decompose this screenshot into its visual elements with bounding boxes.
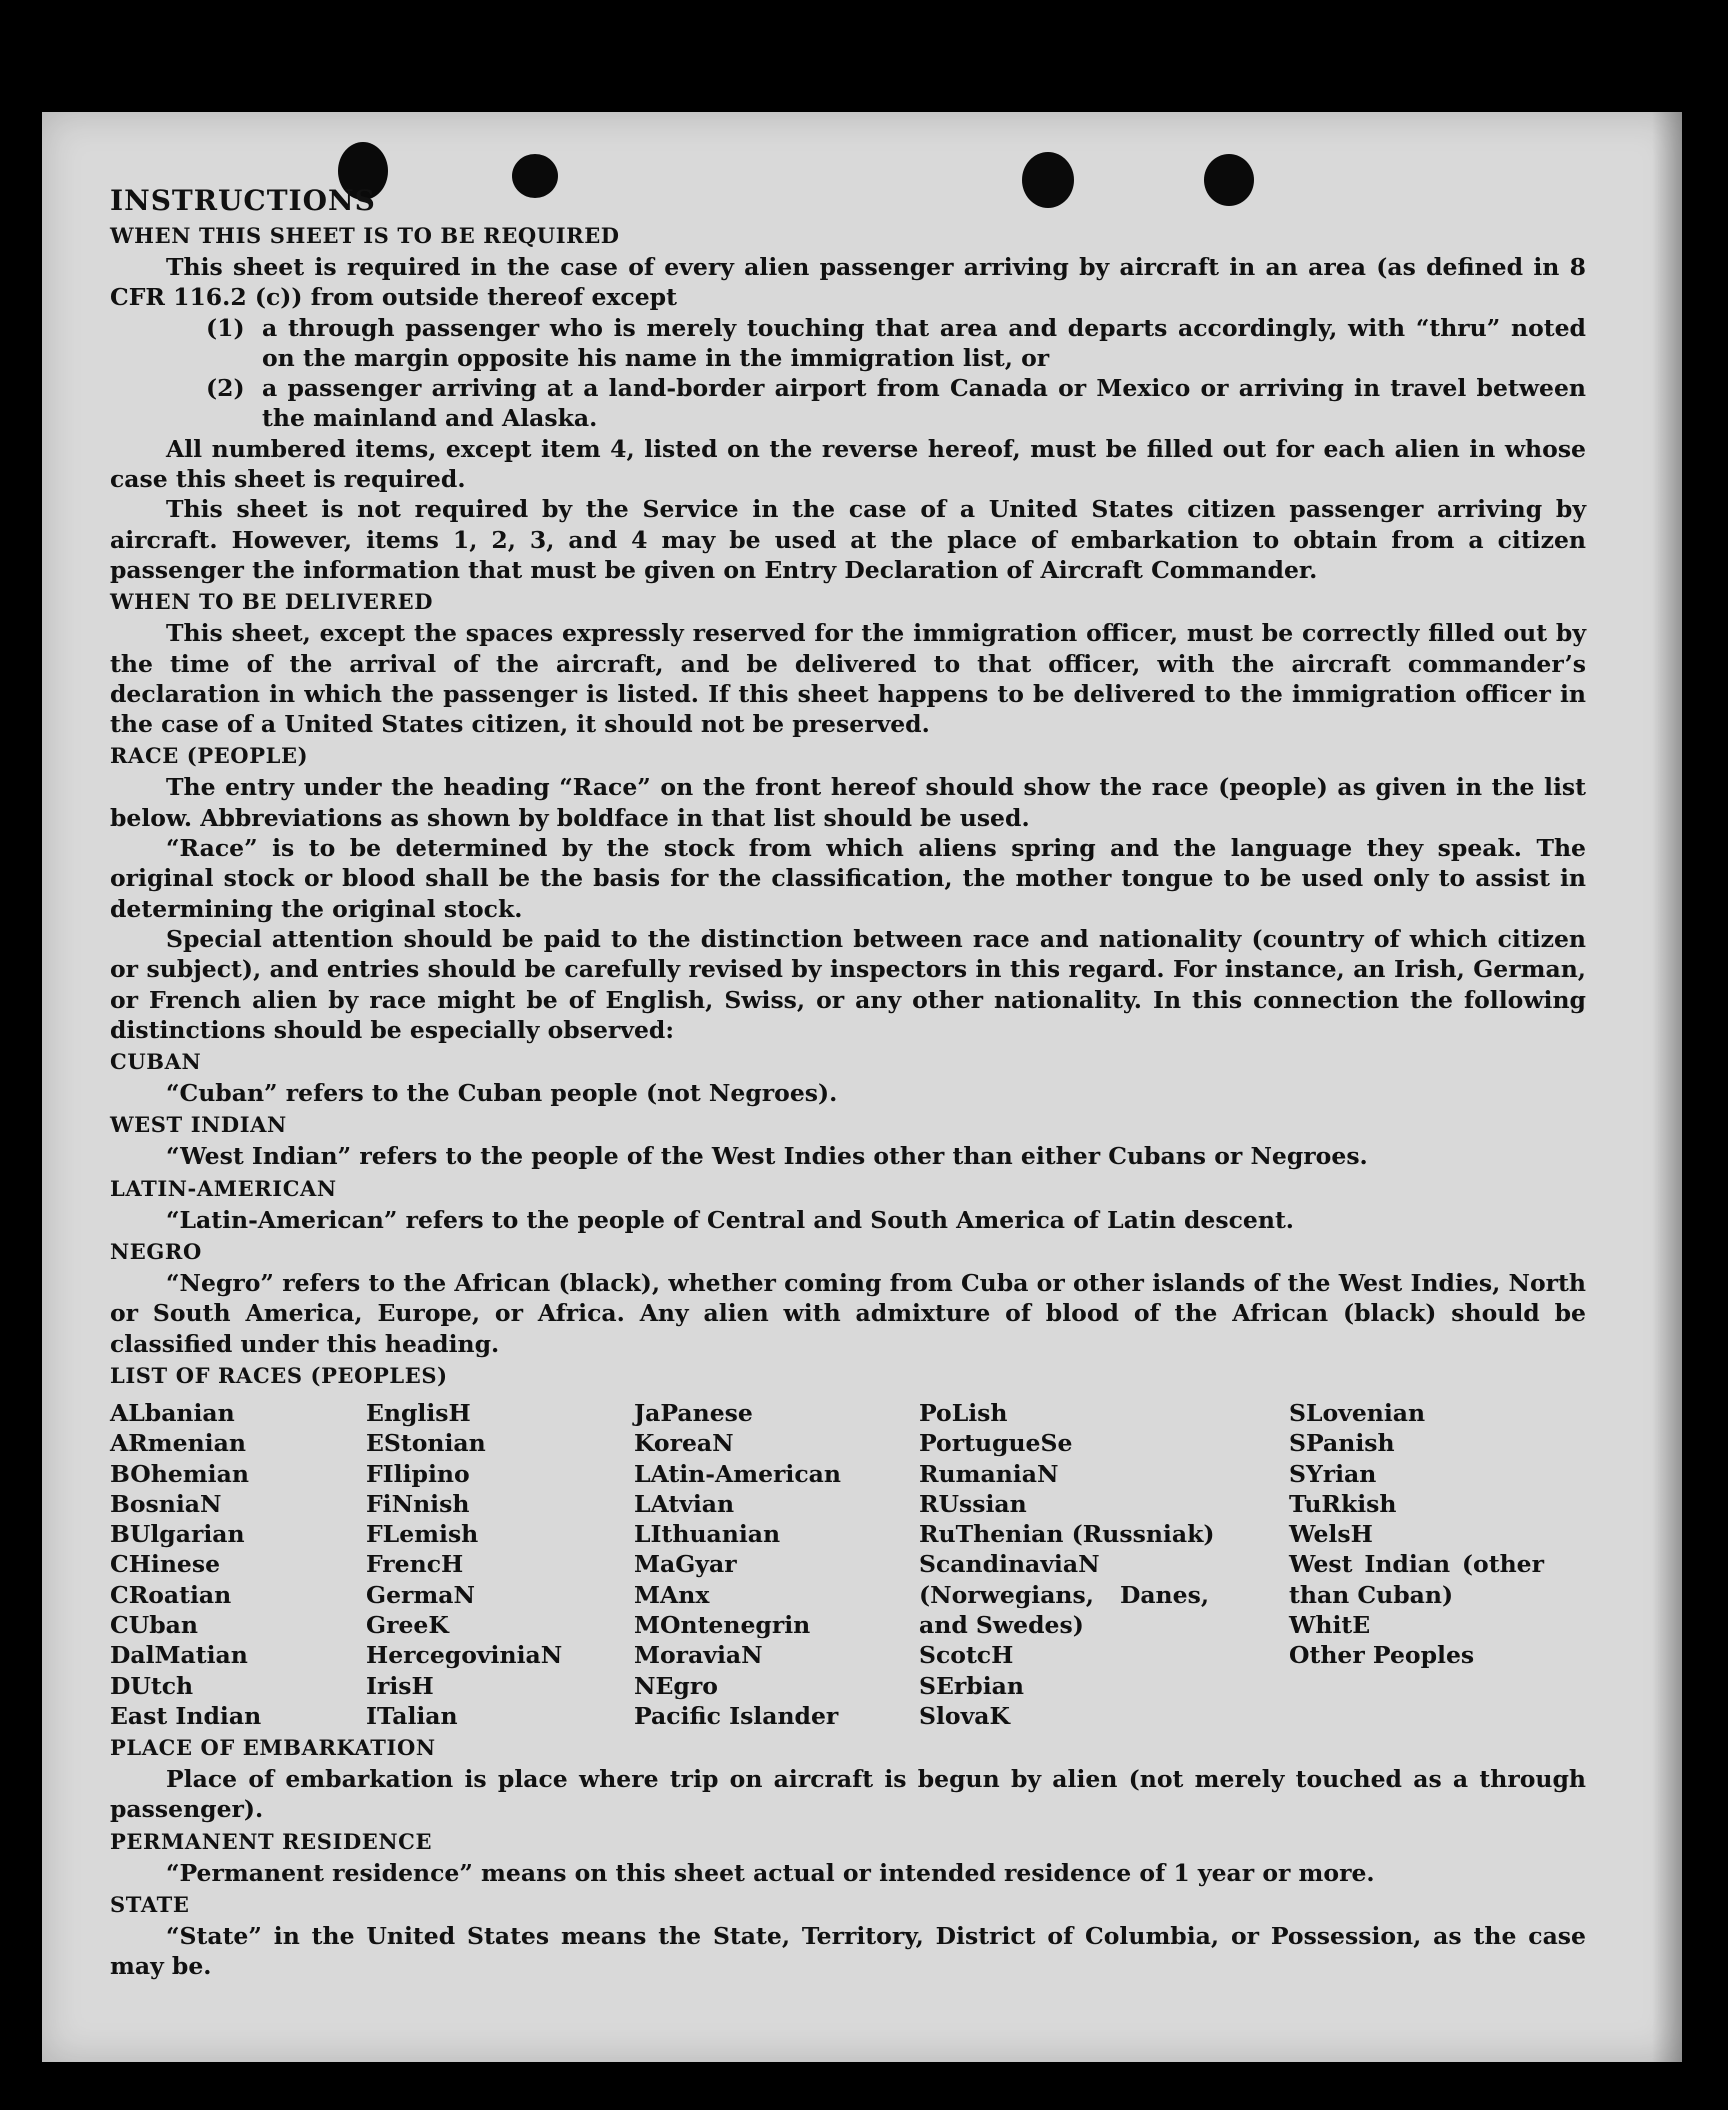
race-item: JaPanese <box>634 1398 753 1427</box>
race-item: GreeK <box>366 1610 449 1639</box>
item-text: a passenger arriving at a land-border airport from Canada or Mexico or arriving in travel between the mainland and Alaska. <box>262 374 1586 433</box>
race-item: Pacific Islander <box>634 1701 839 1730</box>
paragraph: “West Indian” refers to the people of the West Indies other than either Cubans or Negroes. <box>166 1142 1368 1171</box>
race-item: DalMatian <box>110 1641 248 1670</box>
page-title: INSTRUCTIONS <box>110 184 376 217</box>
paragraph: “Permanent residence” means on this sheet actual or intended residence of 1 year or more. <box>166 1858 1375 1887</box>
race-item: TuRkish <box>1289 1489 1397 1518</box>
item-text: a through passenger who is merely touching that area and departs accordingly, with “thru” noted on the margin opposite his name in the immigration list, or <box>262 313 1586 372</box>
section-heading: PERMANENT RESIDENCE <box>110 1828 433 1854</box>
paragraph: This sheet is not required by the Service in the case of a United States citizen passenger arriving by aircraft. However, items 1, 2, 3, and 4 may be used at the place of embarkation to obtain from a citizen passenger the information that must be given on Entry Declaration of Aircraft Commander. <box>110 495 1586 584</box>
paragraph: Special attention should be paid to the distinction between race and nationality (country of which citizen or subject), and entries should be carefully revised by inspectors in this regard. For instance, an Irish, German, or French alien by race might be of English, Swiss, or any other nationality. In this connection the following distinctions should be especially observed: <box>110 924 1586 1044</box>
race-list <box>110 1398 1586 1731</box>
race-item: SlovaK <box>919 1701 1010 1730</box>
race-item: PortugueSe <box>919 1429 1073 1458</box>
race-item: CHinese <box>110 1550 221 1579</box>
race-item: EnglisH <box>366 1398 471 1427</box>
race-item: GermaN <box>366 1580 475 1609</box>
section-heading: NEGRO <box>110 1239 202 1265</box>
paragraph: All numbered items, except item 4, listed on the reverse hereof, must be filled out for each alien in whose case this sheet is required. <box>110 434 1586 494</box>
paragraph: This sheet, except the spaces expressly reserved for the immigration officer, must be correctly filled out by the time of the arrival of the aircraft, and be delivered to that officer, with the aircraft commander’s declaration in which the passenger is listed. If this sheet happens to be delivered to the immigration officer in the case of a United States citizen, it should not be preserved. <box>110 619 1586 739</box>
race-item: FIlipino <box>366 1459 470 1488</box>
paragraph: Place of embarkation is place where trip on aircraft is begun by alien (not merely touched as a through passenger). <box>110 1765 1586 1824</box>
item-number: (2) <box>206 374 245 403</box>
race-item: FLemish <box>366 1520 479 1549</box>
race-column <box>1289 1398 1554 1731</box>
race-item: SLovenian <box>1289 1398 1426 1427</box>
race-item: ScotcH <box>919 1641 1014 1670</box>
race-item: SPanish <box>1289 1429 1395 1458</box>
section-heading: RACE (PEOPLE) <box>110 743 309 769</box>
instructions-body <box>110 183 1586 1982</box>
race-item: BosniaN <box>110 1489 222 1518</box>
section-heading: WEST INDIAN <box>110 1112 287 1138</box>
section-heading: WHEN THIS SHEET IS TO BE REQUIRED <box>110 223 620 248</box>
item-number: (1) <box>206 313 245 342</box>
race-item: ARmenian <box>110 1429 246 1458</box>
race-item: FiNnish <box>366 1489 470 1518</box>
race-item: DUtch <box>110 1671 194 1700</box>
race-column <box>110 1398 366 1731</box>
race-item: EStonian <box>366 1429 486 1458</box>
paragraph: “Race” is to be determined by the stock from which aliens spring and the language they speak. The original stock or blood shall be the basis for the classification, the mother tongue to be used only to assist in determining the original stock. <box>110 834 1586 923</box>
race-column <box>634 1398 919 1731</box>
section-heading: LATIN-AMERICAN <box>110 1175 337 1201</box>
race-item: RUssian <box>919 1489 1027 1518</box>
paragraph: “Negro” refers to the African (black), whether coming from Cuba or other islands of the West Indies, North or South America, Europe, or Africa. Any alien with admixture of blood of the African (black) should be classified under this heading. <box>110 1269 1586 1358</box>
race-item: CRoatian <box>110 1580 232 1609</box>
race-item: MOntenegrin <box>634 1610 811 1639</box>
paragraph: This sheet is required in the case of every alien passenger arriving by aircraft in an area (as defined in 8 CFR 116.2 (c)) from outside thereof except <box>110 253 1586 312</box>
race-column <box>919 1398 1289 1731</box>
race-item: MaGyar <box>634 1550 737 1579</box>
race-item: HercegoviniaN <box>366 1641 563 1670</box>
race-item: BUlgarian <box>110 1520 245 1549</box>
race-item: RuThenian (Russniak) <box>919 1520 1215 1549</box>
section-heading: STATE <box>110 1892 190 1918</box>
paragraph: “Cuban” refers to the Cuban people (not Negroes). <box>166 1079 838 1108</box>
race-item: LIthuanian <box>634 1520 781 1549</box>
paragraph: “State” in the United States means the State, Territory, District of Columbia, or Possession, as the case may be. <box>110 1922 1586 1981</box>
race-item: NEgro <box>634 1671 718 1700</box>
paragraph: “Latin-American” refers to the people of Central and South America of Latin descent. <box>166 1205 1294 1234</box>
section-heading: PLACE OF EMBARKATION <box>110 1735 436 1761</box>
race-column <box>366 1398 634 1731</box>
list-item <box>206 373 1586 434</box>
race-item: WelsH <box>1289 1520 1373 1549</box>
race-item: IrisH <box>366 1671 434 1700</box>
race-item: Other Peoples <box>1289 1641 1475 1670</box>
paragraph: The entry under the heading “Race” on the front hereof should show the race (people) as given in the list below. Abbreviations as shown by boldface in that list should be used. <box>110 773 1586 832</box>
race-item: KoreaN <box>634 1429 734 1458</box>
race-item: PoLish <box>919 1398 1008 1427</box>
race-item: BOhemian <box>110 1459 249 1488</box>
race-item: FrencH <box>366 1550 464 1579</box>
race-item: WhitE <box>1289 1610 1371 1639</box>
list-item <box>206 313 1586 374</box>
section-heading: WHEN TO BE DELIVERED <box>110 589 434 615</box>
race-item: East Indian <box>110 1701 262 1730</box>
race-item: RumaniaN <box>919 1459 1059 1488</box>
race-item: LAtin-American <box>634 1459 841 1488</box>
race-item: ScandinaviaN (Norwegians, Danes, and Swedes) <box>919 1550 1209 1639</box>
race-item: LAtvian <box>634 1489 735 1518</box>
race-item: ITalian <box>366 1701 458 1730</box>
section-heading: CUBAN <box>110 1049 202 1075</box>
race-item: SYrian <box>1289 1459 1377 1488</box>
race-item: CUban <box>110 1610 198 1639</box>
race-item: MoraviaN <box>634 1641 763 1670</box>
race-item: ALbanian <box>110 1398 235 1427</box>
section-heading: LIST OF RACES (PEOPLES) <box>110 1362 448 1388</box>
race-item: MAnx <box>634 1580 710 1609</box>
race-item: SErbian <box>919 1671 1024 1700</box>
race-item: West Indian (other than Cuban) <box>1289 1550 1544 1609</box>
